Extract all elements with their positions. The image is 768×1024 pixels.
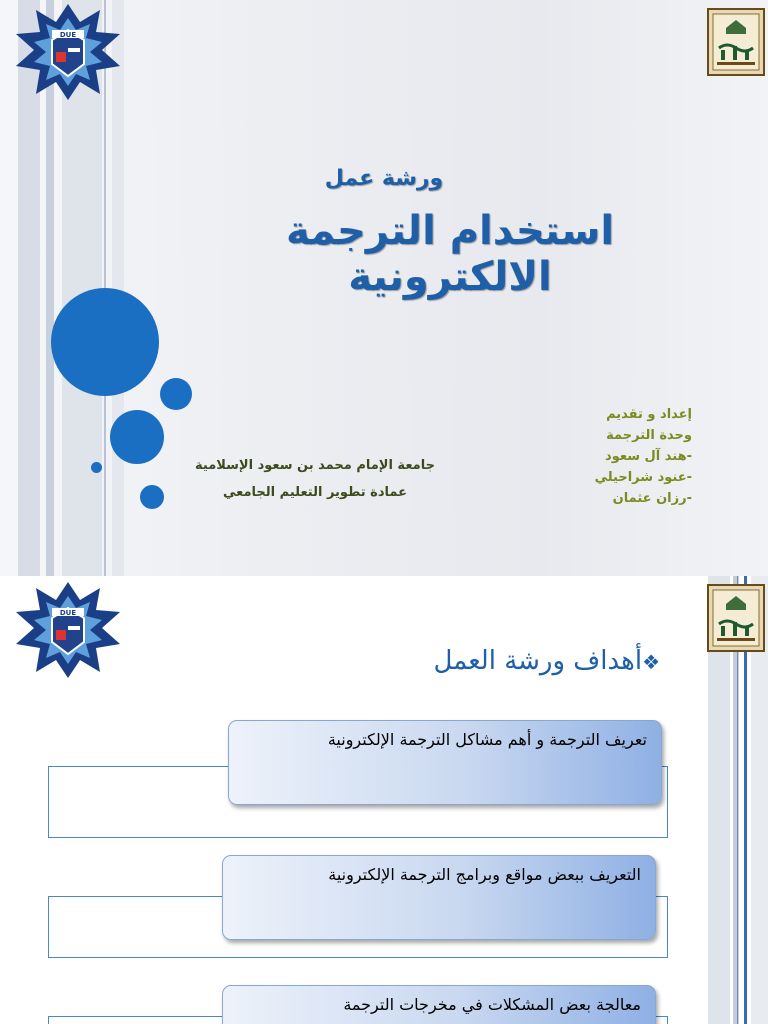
credits-line: -هند آل سعود (605, 449, 692, 464)
diamond-bullet-icon: ❖ (642, 650, 660, 674)
goal-text: تعريف الترجمة و أهم مشاكل الترجمة الإلكترونية (327, 730, 647, 749)
credits-line: إعداد و تقديم (606, 407, 692, 422)
decor-circle (160, 378, 192, 410)
decor-circle (140, 485, 164, 509)
credits-line: -رزان عثمان (612, 491, 692, 506)
goal-text: معالجة بعض المشكلات في مخرجات الترجمة (343, 995, 641, 1014)
goals-slide (0, 576, 768, 1024)
decor-circle (110, 410, 164, 464)
due-logo-icon (8, 0, 128, 108)
due-logo-text: DUE (59, 609, 77, 617)
goal-item (228, 720, 662, 805)
goals-title-text: أهداف ورشة العمل (433, 646, 643, 676)
credits-line: وحدة الترجمة (606, 428, 692, 443)
presentation-title: استخدام الترجمة الالكترونية (285, 208, 615, 300)
decor-circle (91, 462, 102, 473)
university-logo-icon (707, 584, 765, 652)
credits-line: -عنود شراحيلي (594, 470, 692, 485)
goals-title (360, 646, 660, 676)
due-logo-icon (8, 578, 128, 686)
goal-text: التعريف ببعض مواقع وبرامج الترجمة الإلكترونية (328, 865, 641, 884)
university-block (180, 452, 450, 506)
university-name: جامعة الإمام محمد بن سعود الإسلامية (195, 458, 435, 473)
credits-block (560, 404, 692, 509)
decor-circle (51, 288, 159, 396)
workshop-label: ورشة عمل (324, 166, 444, 191)
goal-item (222, 855, 656, 940)
deanship-name: عمادة تطوير التعليم الجامعي (223, 485, 407, 500)
goal-item (222, 985, 656, 1024)
university-logo-icon (707, 8, 765, 76)
due-logo-text: DUE (59, 31, 77, 39)
